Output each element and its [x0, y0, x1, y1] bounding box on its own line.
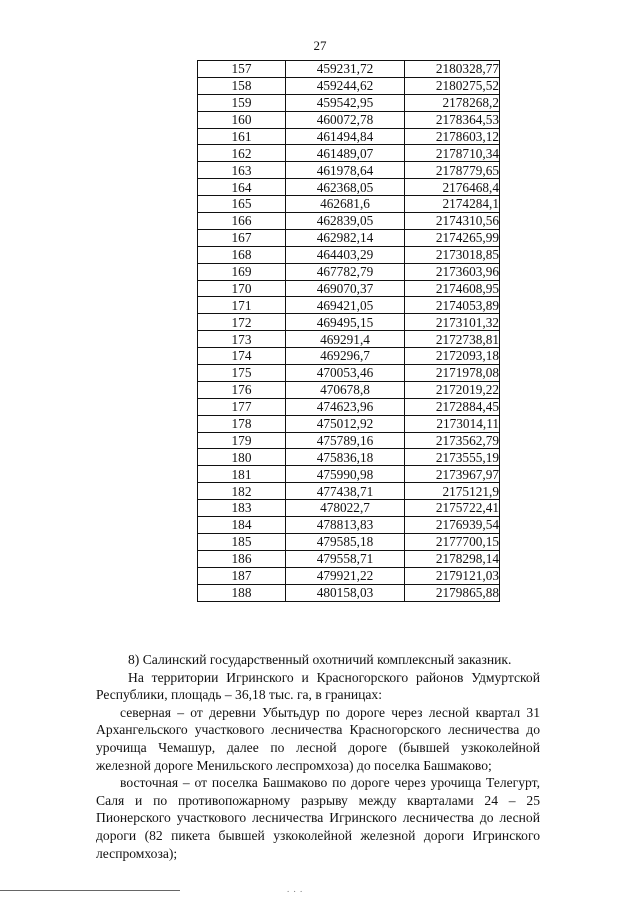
reserve-description — [96, 651, 540, 862]
point-number-cell: 168 — [198, 246, 286, 263]
table-row — [198, 229, 500, 246]
table-row — [198, 517, 500, 534]
section-heading: 8) Салинский государственный охотничий комплексный заказник. — [128, 652, 512, 667]
x-coordinate-cell: 475012,92 — [286, 415, 405, 432]
table-row — [198, 128, 500, 145]
x-coordinate-cell: 475836,18 — [286, 449, 405, 466]
table-row — [198, 584, 500, 601]
y-coordinate-cell: 2171978,08 — [405, 365, 500, 382]
table-row — [198, 196, 500, 213]
table-row — [198, 365, 500, 382]
table-row — [198, 145, 500, 162]
table-row — [198, 483, 500, 500]
point-number-cell: 169 — [198, 263, 286, 280]
table-row — [198, 111, 500, 128]
y-coordinate-cell: 2179121,03 — [405, 567, 500, 584]
footer-rule — [0, 890, 180, 891]
x-coordinate-cell: 479921,22 — [286, 567, 405, 584]
y-coordinate-cell: 2172019,22 — [405, 381, 500, 398]
table-row — [198, 432, 500, 449]
point-number-cell: 172 — [198, 314, 286, 331]
table-row — [198, 77, 500, 94]
y-coordinate-cell: 2172884,45 — [405, 398, 500, 415]
coordinates-table-body — [198, 61, 500, 602]
north-boundary-paragraph: северная – от деревни Убытьдур по дороге через лесной квартал 31 Архангельского участкового лесничества Красногорского лесничества до урочища Чемашур, далее по лесной дороге (бывшей узкоколейной железной дороге Менильского леспромхоза) до поселка Башмаково; — [96, 704, 540, 773]
table-row — [198, 567, 500, 584]
y-coordinate-cell: 2172738,81 — [405, 331, 500, 348]
x-coordinate-cell: 469291,4 — [286, 331, 405, 348]
table-row — [198, 179, 500, 196]
y-coordinate-cell: 2176939,54 — [405, 517, 500, 534]
x-coordinate-cell: 459542,95 — [286, 94, 405, 111]
point-number-cell: 163 — [198, 162, 286, 179]
y-coordinate-cell: 2178603,12 — [405, 128, 500, 145]
point-number-cell: 184 — [198, 517, 286, 534]
point-number-cell: 182 — [198, 483, 286, 500]
point-number-cell: 161 — [198, 128, 286, 145]
x-coordinate-cell: 462982,14 — [286, 229, 405, 246]
x-coordinate-cell: 469296,7 — [286, 348, 405, 365]
y-coordinate-cell: 2173555,19 — [405, 449, 500, 466]
y-coordinate-cell: 2178268,2 — [405, 94, 500, 111]
table-row — [198, 280, 500, 297]
table-row — [198, 500, 500, 517]
y-coordinate-cell: 2174608,95 — [405, 280, 500, 297]
x-coordinate-cell: 477438,71 — [286, 483, 405, 500]
point-number-cell: 176 — [198, 381, 286, 398]
y-coordinate-cell: 2173018,85 — [405, 246, 500, 263]
point-number-cell: 164 — [198, 179, 286, 196]
x-coordinate-cell: 462681,6 — [286, 196, 405, 213]
y-coordinate-cell: 2173101,32 — [405, 314, 500, 331]
table-row — [198, 297, 500, 314]
x-coordinate-cell: 470678,8 — [286, 381, 405, 398]
y-coordinate-cell: 2173014,11 — [405, 415, 500, 432]
y-coordinate-cell: 2174284,1 — [405, 196, 500, 213]
point-number-cell: 159 — [198, 94, 286, 111]
y-coordinate-cell: 2174265,99 — [405, 229, 500, 246]
y-coordinate-cell: 2175121,9 — [405, 483, 500, 500]
y-coordinate-cell: 2178364,53 — [405, 111, 500, 128]
east-boundary-paragraph: восточная – от поселка Башмаково по дороге через урочища Телегурт, Саля и по противопожарному разрыву между кварталами 24 – 25 Пионерского участкового лесничества Игринского лесничества до лесной дороги (82 пикета бывшей узкоколейной железной дороги Игринского леспромхоза); — [96, 775, 540, 861]
table-row — [198, 94, 500, 111]
point-number-cell: 165 — [198, 196, 286, 213]
x-coordinate-cell: 475990,98 — [286, 466, 405, 483]
y-coordinate-cell: 2173603,96 — [405, 263, 500, 280]
table-row — [198, 263, 500, 280]
x-coordinate-cell: 478813,83 — [286, 517, 405, 534]
footer-mark: . . . — [287, 884, 304, 894]
coordinates-table — [197, 60, 500, 602]
point-number-cell: 181 — [198, 466, 286, 483]
intro-paragraph: На территории Игринского и Красногорского районов Удмуртской Республики, площадь – 36,18 тыс. га, в границах: — [96, 669, 540, 703]
x-coordinate-cell: 462839,05 — [286, 213, 405, 230]
table-row — [198, 61, 500, 78]
x-coordinate-cell: 479585,18 — [286, 533, 405, 550]
point-number-cell: 160 — [198, 111, 286, 128]
point-number-cell: 173 — [198, 331, 286, 348]
x-coordinate-cell: 467782,79 — [286, 263, 405, 280]
x-coordinate-cell: 459244,62 — [286, 77, 405, 94]
table-row — [198, 533, 500, 550]
table-row — [198, 348, 500, 365]
y-coordinate-cell: 2178779,65 — [405, 162, 500, 179]
point-number-cell: 170 — [198, 280, 286, 297]
x-coordinate-cell: 461494,84 — [286, 128, 405, 145]
table-row — [198, 213, 500, 230]
point-number-cell: 180 — [198, 449, 286, 466]
y-coordinate-cell: 2173562,79 — [405, 432, 500, 449]
x-coordinate-cell: 459231,72 — [286, 61, 405, 78]
point-number-cell: 167 — [198, 229, 286, 246]
point-number-cell: 171 — [198, 297, 286, 314]
table-row — [198, 466, 500, 483]
y-coordinate-cell: 2177700,15 — [405, 533, 500, 550]
x-coordinate-cell: 462368,05 — [286, 179, 405, 196]
x-coordinate-cell: 464403,29 — [286, 246, 405, 263]
table-row — [198, 398, 500, 415]
point-number-cell: 185 — [198, 533, 286, 550]
x-coordinate-cell: 479558,71 — [286, 550, 405, 567]
point-number-cell: 166 — [198, 213, 286, 230]
x-coordinate-cell: 480158,03 — [286, 584, 405, 601]
point-number-cell: 183 — [198, 500, 286, 517]
table-row — [198, 550, 500, 567]
table-row — [198, 246, 500, 263]
point-number-cell: 175 — [198, 365, 286, 382]
y-coordinate-cell: 2180275,52 — [405, 77, 500, 94]
y-coordinate-cell: 2174310,56 — [405, 213, 500, 230]
y-coordinate-cell: 2176468,4 — [405, 179, 500, 196]
y-coordinate-cell: 2179865,88 — [405, 584, 500, 601]
point-number-cell: 162 — [198, 145, 286, 162]
point-number-cell: 174 — [198, 348, 286, 365]
y-coordinate-cell: 2173967,97 — [405, 466, 500, 483]
table-row — [198, 314, 500, 331]
y-coordinate-cell: 2178710,34 — [405, 145, 500, 162]
point-number-cell: 177 — [198, 398, 286, 415]
x-coordinate-cell: 469421,05 — [286, 297, 405, 314]
x-coordinate-cell: 460072,78 — [286, 111, 405, 128]
x-coordinate-cell: 469070,37 — [286, 280, 405, 297]
point-number-cell: 186 — [198, 550, 286, 567]
y-coordinate-cell: 2174053,89 — [405, 297, 500, 314]
point-number-cell: 179 — [198, 432, 286, 449]
x-coordinate-cell: 474623,96 — [286, 398, 405, 415]
point-number-cell: 158 — [198, 77, 286, 94]
x-coordinate-cell: 469495,15 — [286, 314, 405, 331]
y-coordinate-cell: 2178298,14 — [405, 550, 500, 567]
point-number-cell: 187 — [198, 567, 286, 584]
table-row — [198, 331, 500, 348]
x-coordinate-cell: 461978,64 — [286, 162, 405, 179]
table-row — [198, 415, 500, 432]
y-coordinate-cell: 2172093,18 — [405, 348, 500, 365]
table-row — [198, 449, 500, 466]
page-number: 27 — [313, 38, 327, 53]
x-coordinate-cell: 478022,7 — [286, 500, 405, 517]
point-number-cell: 178 — [198, 415, 286, 432]
x-coordinate-cell: 475789,16 — [286, 432, 405, 449]
table-row — [198, 381, 500, 398]
point-number-cell: 157 — [198, 61, 286, 78]
y-coordinate-cell: 2175722,41 — [405, 500, 500, 517]
y-coordinate-cell: 2180328,77 — [405, 61, 500, 78]
table-row — [198, 162, 500, 179]
x-coordinate-cell: 470053,46 — [286, 365, 405, 382]
x-coordinate-cell: 461489,07 — [286, 145, 405, 162]
point-number-cell: 188 — [198, 584, 286, 601]
